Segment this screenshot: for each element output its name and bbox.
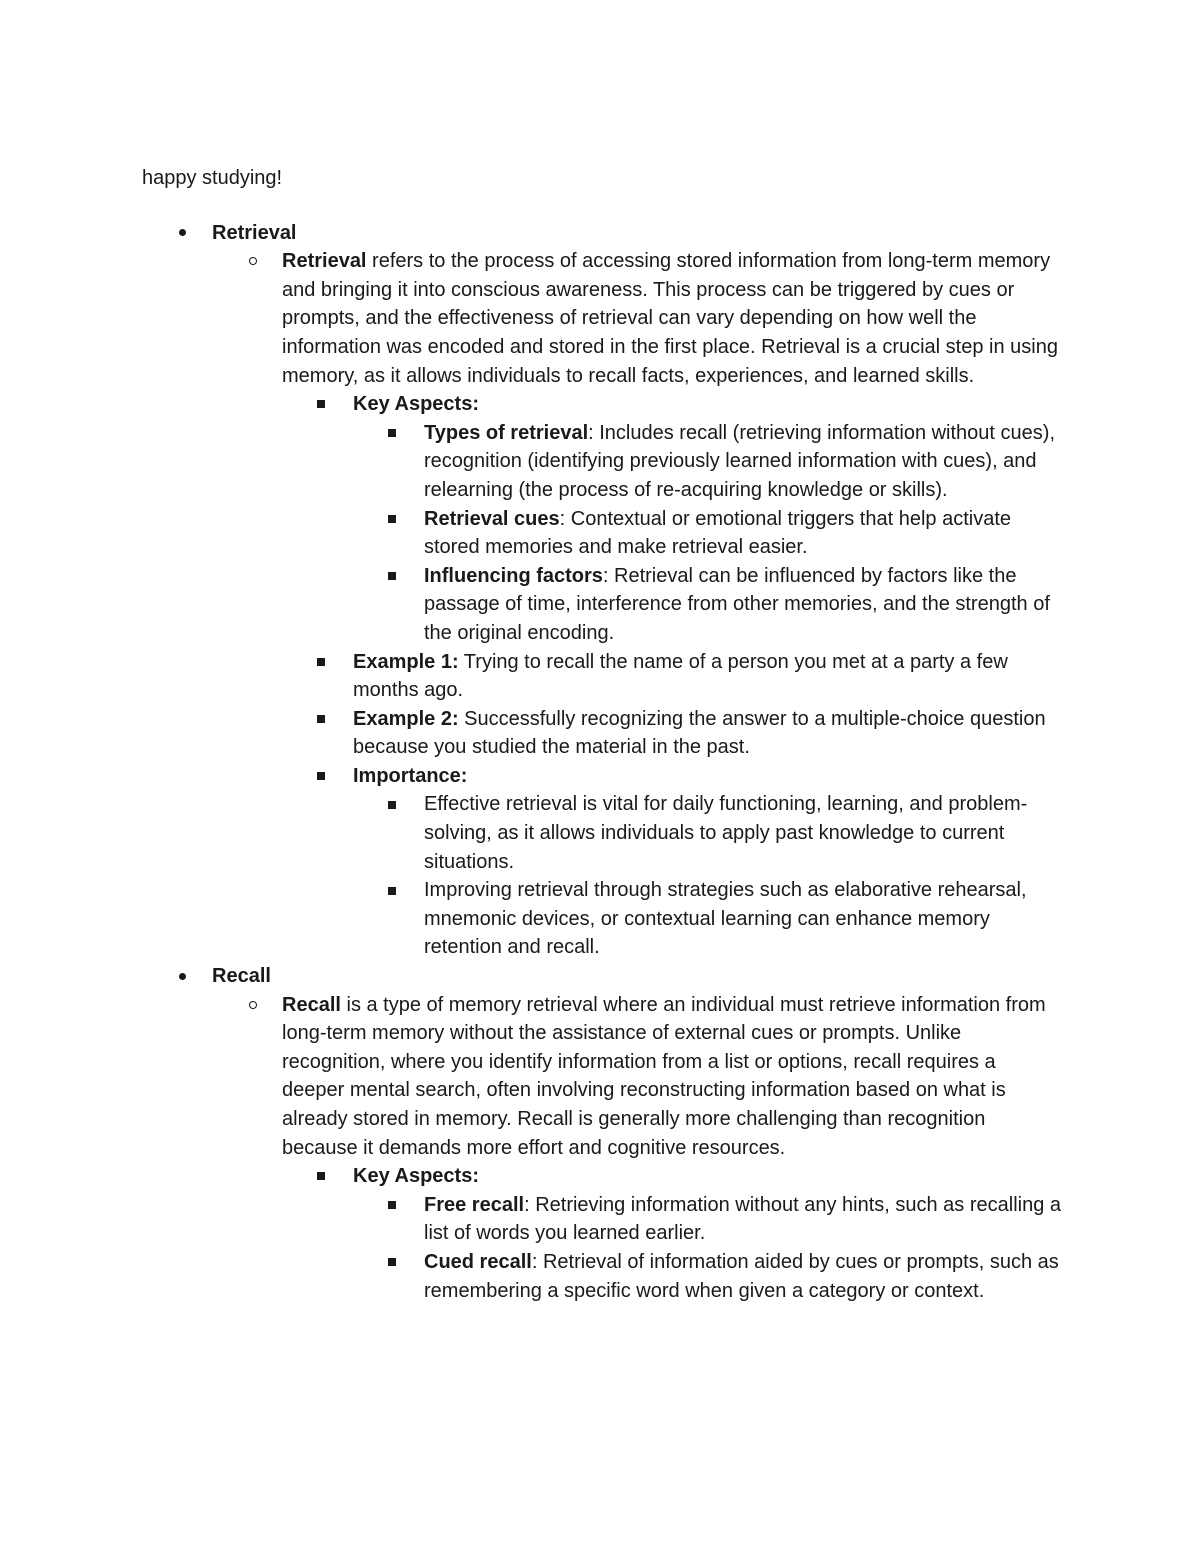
aspect-text: : Retrieval of information aided by cues or prompts, such as remembering a specific word when given a category or context. — [424, 1250, 1059, 1302]
square-bullet-icon — [317, 762, 325, 791]
hollow-circle-bullet-icon — [249, 247, 257, 276]
aspect-term: Influencing factors — [424, 564, 603, 587]
document-page — [142, 164, 1062, 1305]
square-bullet-icon — [317, 1162, 325, 1191]
aspect-term: Retrieval cues — [424, 507, 560, 530]
square-bullet-icon — [388, 419, 396, 448]
example-1-item — [142, 648, 1062, 705]
definition-term: Retrieval — [282, 250, 367, 273]
retrieval-definition — [142, 247, 1062, 962]
list-item — [142, 1248, 1062, 1305]
definition-term: Recall — [282, 993, 341, 1016]
aspect-text: : Retrieving information without any hints, such as recalling a list of words you learned earlier. — [424, 1193, 1062, 1245]
example-2-item — [142, 705, 1062, 762]
importance-text: Improving retrieval through strategies such as elaborative rehearsal, mnemonic devices, or contextual learning can enhance memory retention and recall. — [424, 879, 1027, 959]
example-2-label: Example 2: — [353, 707, 459, 730]
square-bullet-icon — [388, 505, 396, 534]
importance-list — [142, 790, 1062, 962]
key-aspects-item — [142, 390, 1062, 647]
key-aspects-label: Key Aspects: — [353, 1165, 479, 1188]
hollow-circle-bullet-icon — [249, 991, 257, 1020]
list-item — [142, 790, 1062, 876]
square-bullet-icon — [388, 562, 396, 591]
square-bullet-icon — [388, 1248, 396, 1277]
example-1-text: Trying to recall the name of a person you met at a party a few months ago. — [353, 650, 1008, 702]
key-aspects-list — [142, 1191, 1062, 1305]
square-bullet-icon — [317, 648, 325, 677]
list-item — [142, 419, 1062, 505]
recall-definition — [142, 991, 1062, 1306]
example-1-label: Example 1: — [353, 650, 459, 673]
aspect-text: : Retrieval can be influenced by factors like the passage of time, interference from other memories, and the strength of the original encoding. — [424, 564, 1050, 644]
filled-dot-bullet-icon — [179, 962, 186, 991]
recall-definition-text — [282, 991, 1062, 1163]
key-aspects-item — [142, 1162, 1062, 1305]
aspect-term: Free recall — [424, 1193, 525, 1216]
importance-text: Effective retrieval is vital for daily functioning, learning, and problem-solving, as it allows individuals to apply past knowledge to current situations. — [424, 793, 1028, 873]
square-bullet-icon — [317, 705, 325, 734]
square-bullet-icon — [317, 390, 325, 419]
top-level-list — [142, 219, 1062, 1306]
importance-label: Importance: — [353, 764, 468, 787]
intro-text: happy studying! — [142, 167, 283, 189]
key-aspects-list — [142, 419, 1062, 648]
list-item-retrieval — [142, 219, 1062, 962]
list-item — [142, 1191, 1062, 1248]
list-item — [142, 505, 1062, 562]
importance-item — [142, 762, 1062, 962]
retrieval-definition-text — [282, 247, 1062, 390]
list-item — [142, 876, 1062, 962]
aspect-text: : Includes recall (retrieving information without cues), recognition (identifying previously learned information with cues), and relearning (the process of re-acquiring knowledge or skills). — [424, 421, 1056, 501]
aspect-text: : Contextual or emotional triggers that help activate stored memories and make retrieval easier. — [424, 507, 1011, 559]
example-2-text: Successfully recognizing the answer to a multiple-choice question because you studied the material in the past. — [353, 707, 1046, 759]
aspect-term: Cued recall — [424, 1250, 532, 1273]
list-item — [142, 562, 1062, 648]
recall-sublist — [142, 991, 1062, 1306]
definition-body: refers to the process of accessing stored information from long-term memory and bringing it into conscious awareness. This process can be triggered by cues or prompts, and the effectiveness of retrieval can vary depending on how well the information was encoded and stored in the first place. Retrieval is a crucial step in using memory, as it allows individuals to recall facts, experiences, and learned skills. — [282, 250, 1058, 387]
filled-dot-bullet-icon — [179, 219, 186, 248]
square-bullet-icon — [388, 790, 396, 819]
section-heading-recall: Recall — [212, 965, 271, 988]
definition-body: is a type of memory retrieval where an individual must retrieve information from long-term memory without the assistance of external cues or prompts. Unlike recognition, where you identify information from a list or options, recall requires a deeper mental search, often involving reconstructing information based on what is already stored in memory. Recall is generally more challenging than recognition because it demands more effort and cognitive resources. — [282, 993, 1046, 1159]
square-bullet-icon — [388, 876, 396, 905]
aspect-term: Types of retrieval — [424, 421, 589, 444]
retrieval-details-list — [142, 390, 1062, 962]
key-aspects-label: Key Aspects: — [353, 393, 479, 416]
retrieval-sublist — [142, 247, 1062, 962]
recall-details-list — [142, 1162, 1062, 1305]
section-heading-retrieval: Retrieval — [212, 221, 297, 244]
square-bullet-icon — [388, 1191, 396, 1220]
list-item-recall — [142, 962, 1062, 1305]
